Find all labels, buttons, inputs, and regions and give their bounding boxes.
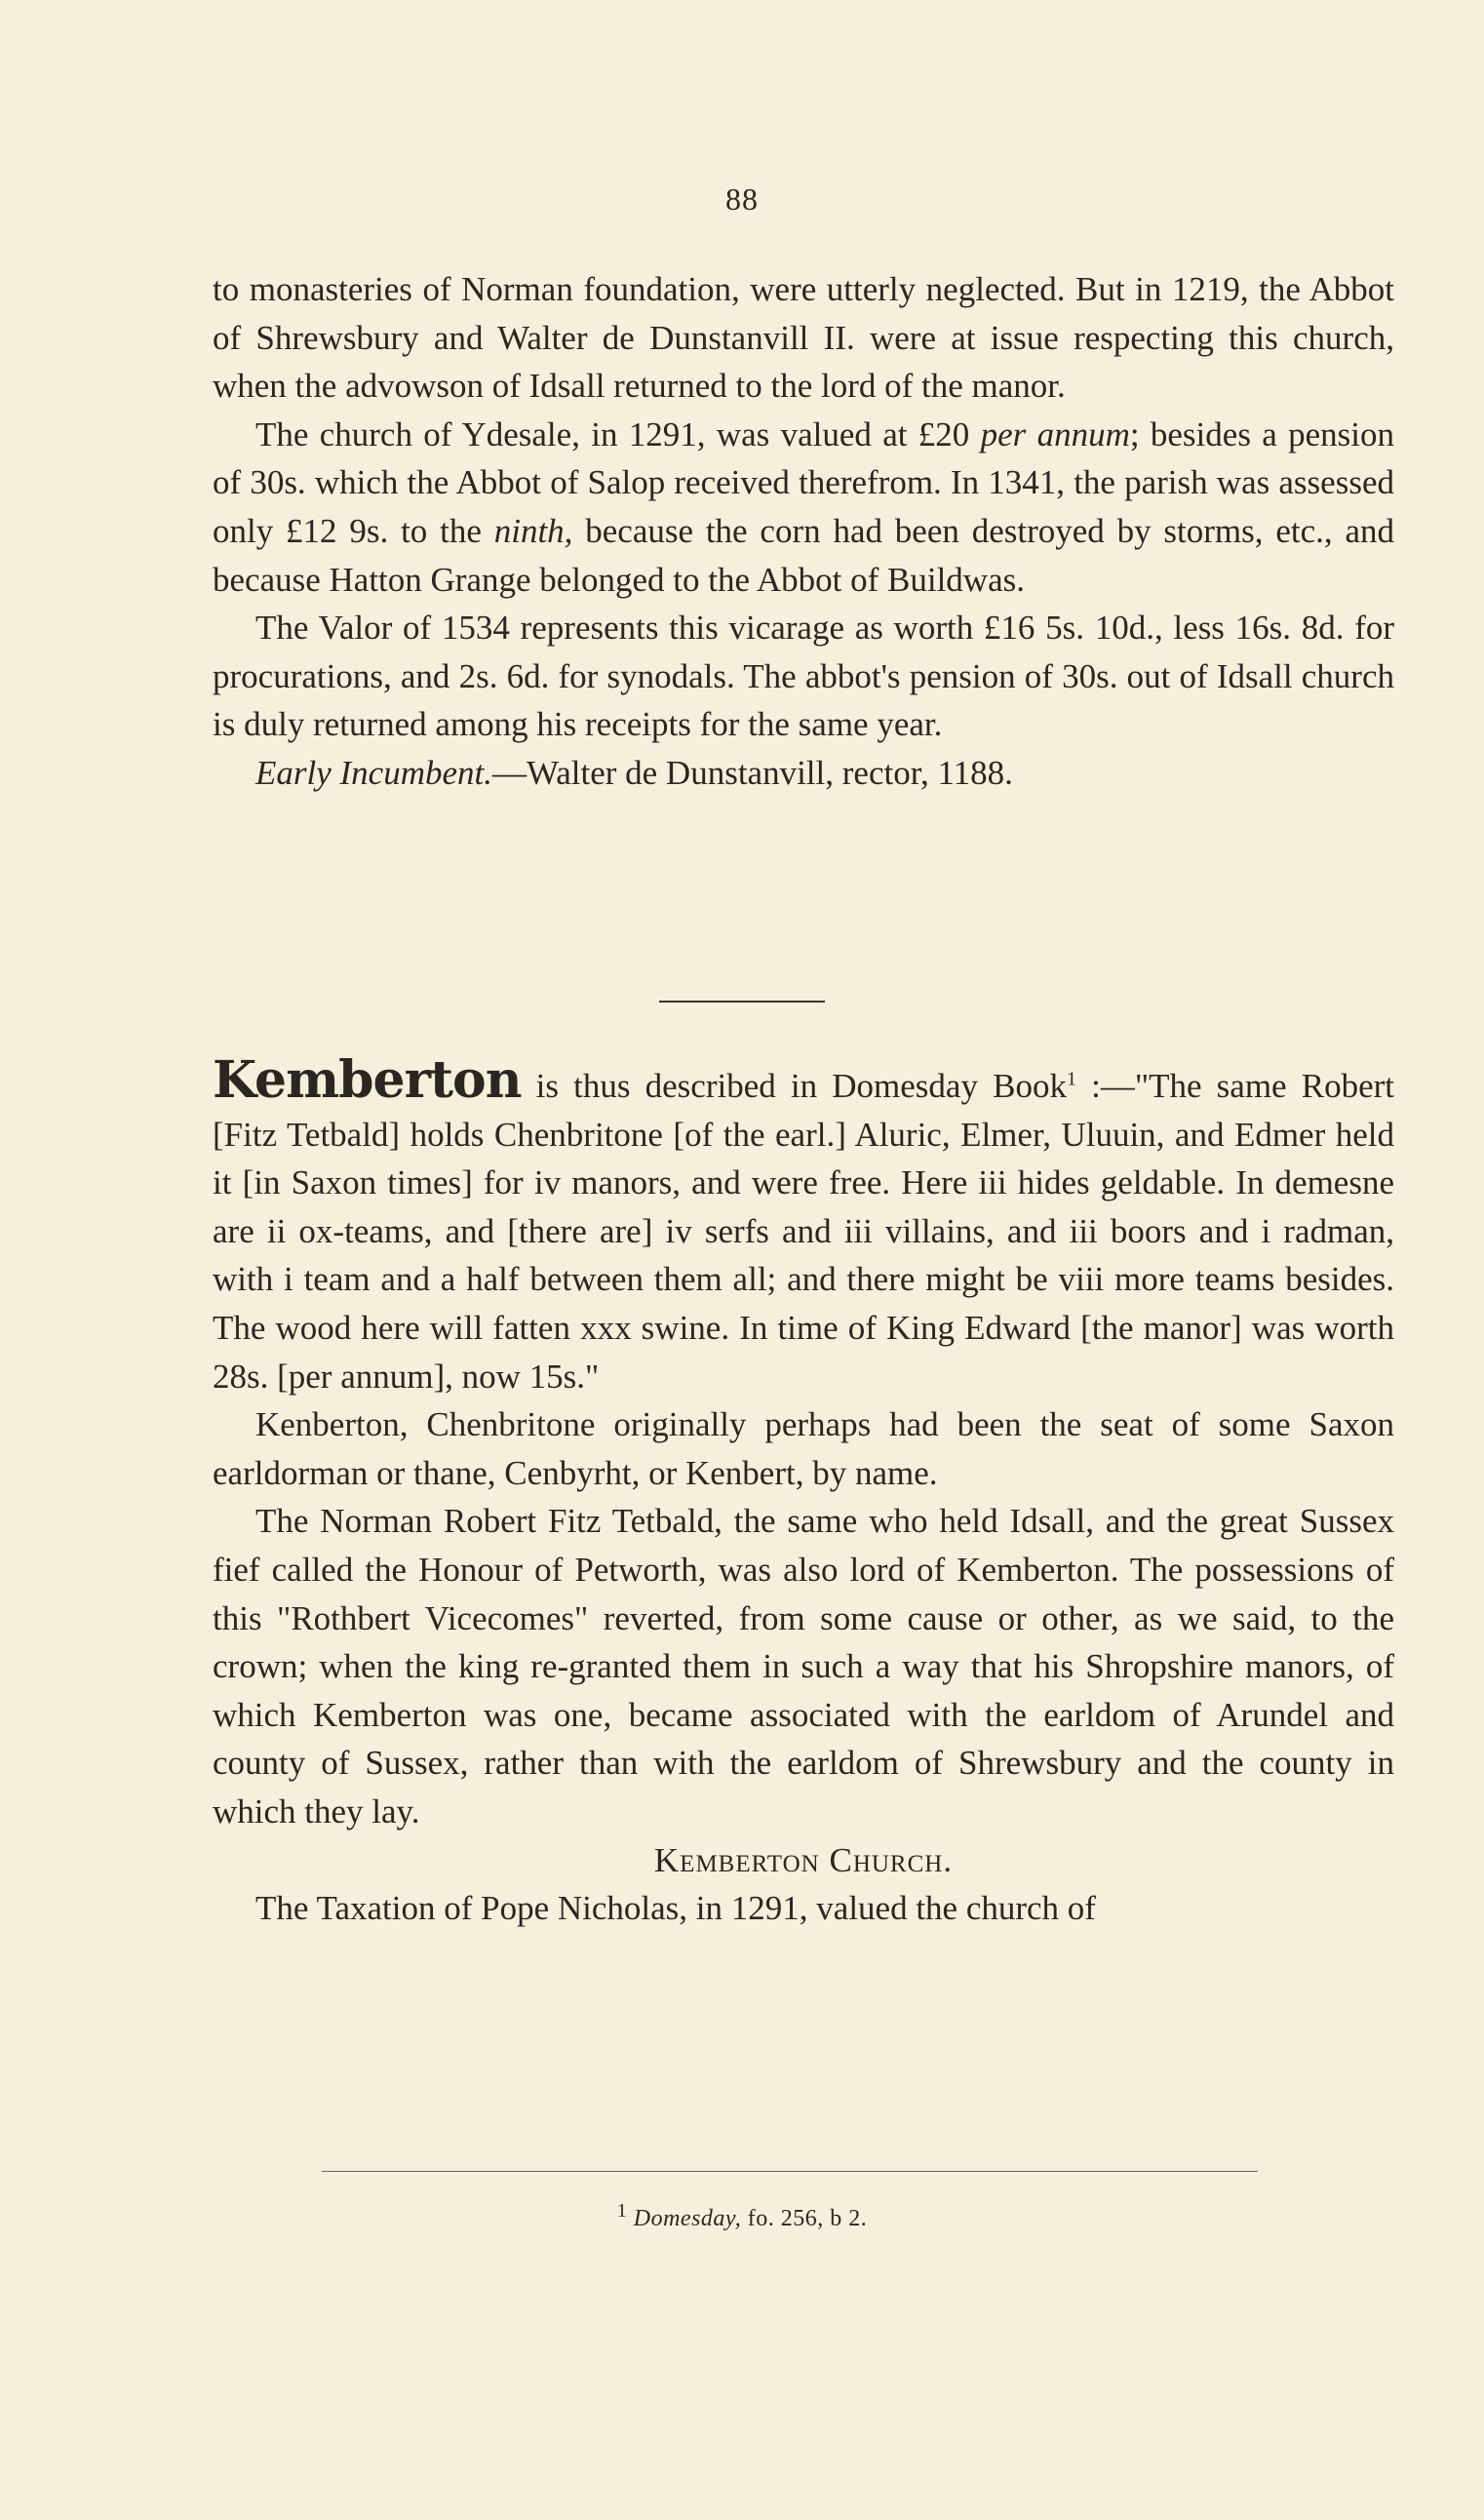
footnote-reference: fo. 256, b 2. <box>741 2206 868 2231</box>
footnote-marker: 1 <box>1066 1068 1076 1090</box>
paragraph-taxation: The Taxation of Pope Nicholas, in 1291, valued the church of <box>255 1889 1096 1928</box>
page-number: 88 <box>725 181 759 217</box>
paragraph-norman-robert: The Norman Robert Fitz Tetbald, the same who held Idsall, and the great Sussex fief called the Honour of Petworth, was also lord of Kemberton. The possessions of this "Rothbert Vicecomes" reverted, from some cause or other, as we said, to the crown; when the king re-granted them in such a way that his Shropshire manors, of which Kemberton was one, became associated with the earldom of Arundel and county of Sussex, rather than with the earldom of Shrewsbury and the county in which they lay. <box>213 1502 1394 1831</box>
paragraph-domesday <box>213 1050 1394 1400</box>
section-title-kemberton: Kemberton <box>213 1050 522 1110</box>
paragraph-continuation: to monasteries of Norman foundation, were utterly neglected. But in 1219, the Abbot of Shrewsbury and Walter de Dunstanvill II. were at issue respecting this church, when the advowson of Idsall returned to the lord of the manor. <box>213 270 1394 406</box>
section-divider <box>659 1001 825 1003</box>
domesday-text-a: is thus described in Domesday Book <box>521 1067 1067 1105</box>
text-block-kemberton <box>213 1050 1394 1933</box>
paragraph-ydesale <box>213 411 1394 604</box>
per-annum-italic: per annum <box>980 414 1130 453</box>
early-incumbent-text: —Walter de Dunstanvill, rector, 1188. <box>491 753 1013 792</box>
heading-kemberton-church: Kemberton Church. <box>653 1840 954 1879</box>
domesday-text-b: :—"The same Robert [Fitz Tetbald] holds Chenbritone [of the earl.] Aluric, Elmer, Uluuin, and Edmer held it [in Saxon times] for iv manors, and were free. Here iii hides geldable. In demesne are ii ox-teams, and [there are] iv serfs and iii villains, and iii boors and i radman, with i team and a half between them all; and there might be viii more teams besides. The wood here will fatten xxx swine. In time of King Edward [the manor] was worth 28s. [per annum], now 15s." <box>213 1067 1394 1396</box>
ydesale-text-a: The church of Ydesale, in 1291, was valued at £20 <box>255 414 981 453</box>
early-incumbent-label: Early Incumbent. <box>255 753 492 792</box>
footnote <box>0 2200 1484 2232</box>
footnote-divider <box>322 2171 1258 2172</box>
paragraph-kenberton: Kenberton, Chenbritone originally perhaps had been the seat of some Saxon earldorman or thane, Cenbyrht, or Kenbert, by name. <box>213 1405 1394 1492</box>
paragraph-valor: The Valor of 1534 represents this vicarage as worth £16 5s. 10d., less 16s. 8d. for procurations, and 2s. 6d. for synodals. The abbot's pension of 30s. out of Idsall church is duly returned among his receipts for the same year. <box>213 609 1394 744</box>
footnote-source: Domesday, <box>633 2206 742 2231</box>
text-block-upper <box>213 265 1394 798</box>
footnote-number: 1 <box>616 2200 628 2222</box>
paragraph-early-incumbent <box>213 749 1394 798</box>
ydesale-text-b: ; besides a pension of 30s. which the Abbot of Salop received therefrom. In 1341, the parish was assessed only £12 9s. to the <box>213 414 1394 550</box>
ninth-italic: ninth, <box>493 511 573 550</box>
ydesale-text-c: because the corn had been destroyed by storms, etc., and because Hatton Grange belonged to the Abbot of Buildwas. <box>213 511 1394 599</box>
